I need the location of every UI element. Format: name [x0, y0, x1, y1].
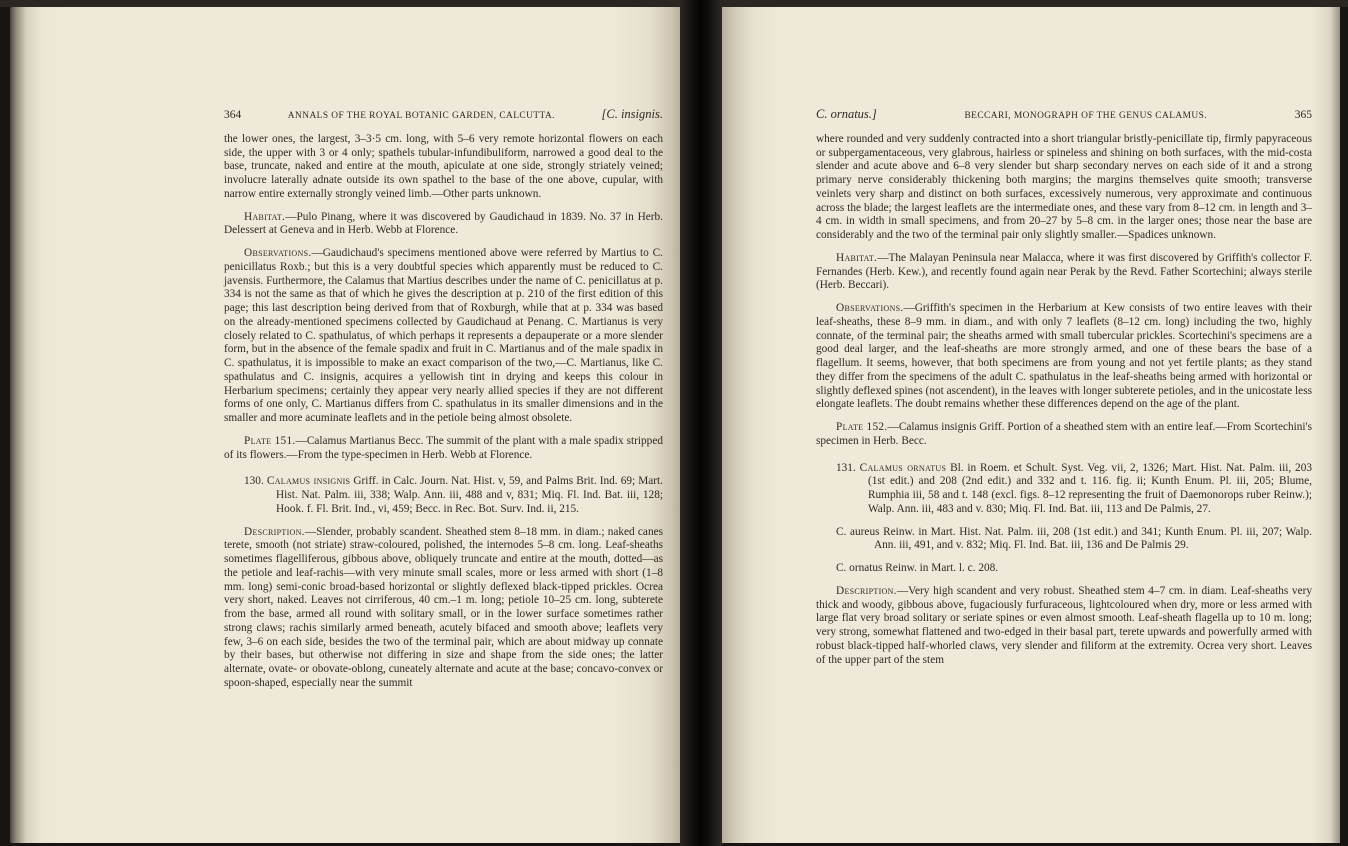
section-label: Habitat.: [836, 251, 878, 264]
running-head-taxon: [C. insignis.: [601, 107, 663, 121]
right-page-content: [816, 108, 1312, 667]
plate-paragraph: [224, 435, 663, 463]
synonym-entry: C. aureus Reinw. in Mart. Hist. Nat. Palm. iii, 208 (1st edit.) and 341; Kunth Enum. Pl. iii, 207; Walp. Ann. iii, 491, and v. 832; Miq. Fl. Ind. Bat. iii, 136 and De Palmis 29.: [836, 525, 1312, 552]
description-paragraph: [816, 585, 1312, 668]
observations-paragraph: [224, 247, 663, 426]
section-label: Description.: [836, 584, 897, 597]
species-number: 130.: [244, 475, 264, 488]
observations-paragraph: [816, 302, 1312, 412]
section-label: Plate 152.: [836, 421, 888, 433]
section-label: Description.: [244, 525, 305, 538]
paragraph-text: —Slender, probably scandent. Sheathed stem 8–18 mm. in diam.; naked canes terete, smooth (not striate) straw-coloured, polished, the internodes 5–8 cm. long. Leaf-sheaths sometimes flagelliferous, gibbous above, obliquely truncate and entire at the mouth, dotted—as the petiole and leaf-rachis—with very minute small scales, more or less armed with short (1–8 mm. long) semi-conic broad-based horizontal or slightly deflexed black-tipped prickles. Ocrea very short, naked. Leaves not cirriferous, 40 cm.–1 m. long; petiole 10–25 cm. long, subterete from the base, armed all round with solitary small, or in the lower surface sometimes rather strong claws; rachis similarly armed beneath, acutely bifaced and smooth above; leaflets very few, 3–6 on each side, besides the two of the terminal pair, which are about midway up connate by their bases, but otherwise not differing in size and shape from the side ones; the latter alternate, ovate- or obovate-oblong, cuneately alternate and acute at the base; concavo-convex or spoon-shaped, especially near the summit: [224, 525, 663, 689]
section-label: Observations.: [244, 247, 312, 259]
habitat-paragraph: [224, 211, 663, 239]
section-label: Habitat.: [244, 210, 286, 223]
left-page: [10, 7, 680, 843]
species-name: Calamus insignis: [266, 475, 351, 488]
continued-paragraph: the lower ones, the largest, 3–3·5 cm. long, with 5–6 very remote horizontal flowers on each side, the upper with 3 or 4 only; spathels tubular-infundibuliform, narrowed a good deal to the base, truncate, naked and entire at the mouth, apiculate at one side, strongly striately veined; involucre laterally adnate outside its own spathel to the base of the one above, cupular, with narrow entire externally strongly veined limb.—Other parts unknown.: [224, 132, 663, 200]
paragraph-text: —Pulo Pinang, where it was discovered by Gaudichaud in 1839. No. 37 in Herb. Delessert at Geneva and in Herb. Webb at Florence.: [224, 210, 663, 237]
continued-paragraph: where rounded and very suddenly contracted into a short triangular bristly-penicillate tip, firmly papyraceous or subpergamentaceous, very glabrous, hairless or spineless and shining on both surfaces, with the mid-costa slender and acute above and 6–8 very slender but sharp secondary nerves on each side of it and a strong primary nerve considerably thickening both margins; the margins themselves quite smooth; transverse veinlets very sharp and distinct on both surfaces, excessively numerous, very approximate and continuous across the blade; the largest leaflets are the intermediate ones, and these vary from 8–12 cm. in length and 3–4 cm. in width in small specimens, and from 20–27 by 5–8 cm. in the larger ones; those near the base are considerably and the two of the terminal pair only slightly smaller.—Spadices unknown.: [816, 132, 1312, 241]
plate-paragraph: [816, 421, 1312, 449]
section-label: Plate 151.: [244, 434, 296, 447]
species-number: 131.: [836, 461, 856, 474]
species-reference: Bl. in Roem. et Schult. Syst. Veg. vii, 2, 1326; Mart. Hist. Nat. Palm. iii, 203 (1st edit.) and 208 (2nd edit.) and 332 and t. 116. fig. ii; Kunth Enum. Pl. iii, 205; Blume, Rumphia iii, 58 and t. 148 (excl. figs. 8–12 representing the fruit of Daemonorops ruber Reinw.); Walp. Ann. iii, 483 and v. 830; Miq. Fl. Ind. Bat. iii, 113 and De Palmis, 27.: [868, 461, 1312, 515]
paragraph-text: —Griffith's specimen in the Herbarium at Kew consists of two entire leaves with their leaf-sheaths, these 8–9 mm. in diam., and with only 7 leaflets (8–12 cm. long) including the two, highly connate, of the terminal pair; the sheaths armed with small tubercular prickles. Scortechini's specimens are a good deal larger, and the leaf-sheaths are more strongly armed, and one of these bears the base of a flagellum. It seems, however, that both specimens are from young and not yet fertile plants; as they stand they differ from the specimens of the adult C. spathulatus in the leaf-sheaths being armed with horizontal or slightly deflexed spines (not ascendent), in the leaves with longer subterete petioles, and in the unicostate less elongate leaflets. The doubt remains whether these differences depend on the age of the plant.: [816, 302, 1312, 411]
habitat-paragraph: [816, 252, 1312, 293]
section-label: Observations.: [836, 302, 904, 314]
paragraph-text: —Gaudichaud's specimens mentioned above were referred by Martius to C. penicillatus Roxb.; but this is a very doubtful species which apparently must be reduced to C. javensis. Furthermore, the Calamus that Martius describes under the name of C. penicillatus at p. 334 is not the same as that of which he gives the description at p. 210 of the first edition of this page; this last description being derived from that of Roxburgh, while that at p. 334 was based on the already-mentioned specimens collected by Gaudichaud at Penang. C. Martianus is very closely related to C. spathulatus, of which perhaps it represents a depauperate or a more slender form, but in the absence of the female spadix and fruit in C. Martianus and of the male spadix in C. spathulatus, it is impossible to make an exact comparison of the two,—C. Martianus, like C. spathulatus and C. insignis, acquires a yellowish tint in drying and keeps this colour in Herbarium specimens; certainly they appear very nearly allied species if they are not different forms of one only, C. Martianus differs from C. spathulatus in its smaller dimensions and in the smaller and more acuminate leaflets and in the petiole being almost obsolete.: [224, 247, 663, 424]
paragraph-text: —The Malayan Peninsula near Malacca, where it was first discovered by Griffith's collector F. Fernandes (Herb. Kew.), and recently found again near Perak by the Revd. Father Scortechini; always sterile (Herb. Beccari).: [816, 251, 1312, 292]
species-reference: Griff. in Calc. Journ. Nat. Hist. v, 59, and Palms Brit. Ind. 69; Mart. Hist. Nat. Palm. iii, 338; Walp. Ann. iii, 488 and v, 831; Miq. Fl. Ind. Bat. iii, 128; Hook. f. Fl. Brit. Ind., vi, 459; Becc. in Rec. Bot. Surv. Ind. ii, 215.: [276, 475, 663, 515]
right-page: [722, 7, 1340, 843]
page-number: 365: [1294, 109, 1312, 121]
left-running-head: [224, 108, 663, 124]
scan-top-edge: [0, 0, 1348, 7]
right-running-head: [816, 108, 1312, 124]
description-paragraph: [224, 526, 663, 691]
species-heading: [224, 475, 663, 516]
species-heading: [816, 462, 1312, 517]
running-head-taxon: C. ornatus.]: [816, 107, 877, 121]
book-gutter: [680, 0, 722, 846]
paragraph-text: —Calamus insignis Griff. Portion of a sheathed stem with an entire leaf.—From Scortechini's specimen in Herb. Becc.: [816, 421, 1312, 447]
synonym-entry: C. ornatus Reinw. in Mart. l. c. 208.: [836, 562, 999, 574]
species-name: Calamus ornatus: [859, 461, 947, 474]
running-head-title: ANNALS OF THE ROYAL BOTANIC GARDEN, CALCUTTA.: [287, 111, 555, 121]
left-page-content: [224, 108, 663, 691]
paragraph-text: —Very high scandent and very robust. Sheathed stem 4–7 cm. in diam. Leaf-sheaths very thick and woody, gibbous above, fugaciously furfuraceous, lightcoloured when dry, more or less armed with large flat very broad solitary or seriate spines or even almost smooth. Leaf-sheath flagella up to 10 m. long; very strong, somewhat flattened and two-edged in their basal part, terete upwards and powerfully armed with robust black-tipped half-whorled claws, very slender and filiform at the extremity. Ocrea very short. Leaves of the upper part of the stem: [816, 584, 1312, 666]
paragraph-text: —Calamus Martianus Becc. The summit of the plant with a male spadix stripped of its flowers.—From the type-specimen in Herb. Webb at Florence.: [224, 434, 663, 461]
running-head-title: BECCARI, MONOGRAPH OF THE GENUS CALAMUS.: [964, 111, 1208, 121]
page-number: 364: [224, 109, 242, 121]
